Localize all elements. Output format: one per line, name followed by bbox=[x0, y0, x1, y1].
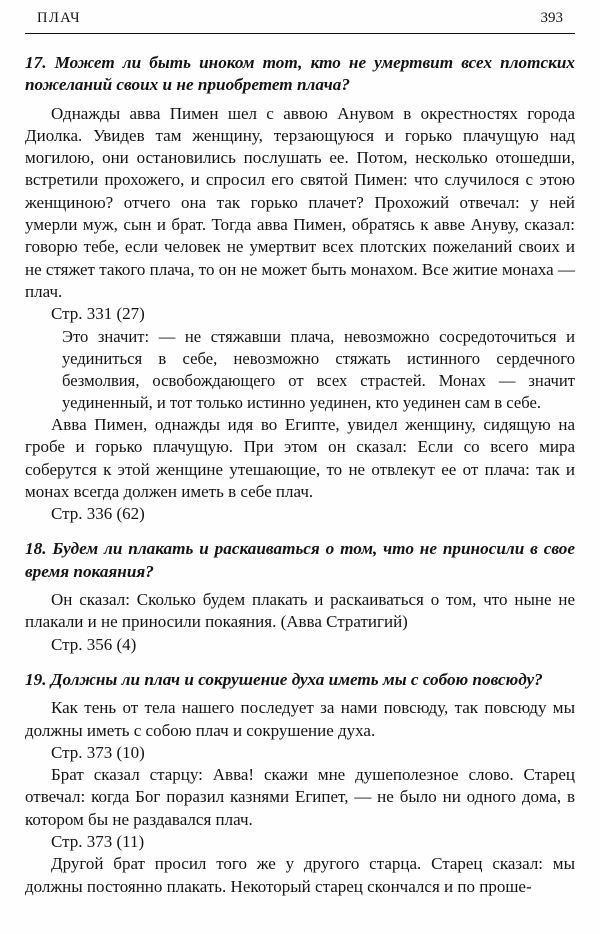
paragraph: Он сказал: Сколько будем плакать и раскаиваться о том, что ныне не плакали и не приносили покаяния. (Авва Стратигий) bbox=[25, 590, 575, 632]
question-heading-17: 17. Может ли быть иноком тот, кто не умертвит всех плотских пожеланий своих и не приобретет плача? bbox=[25, 53, 575, 95]
page-header bbox=[25, 8, 575, 34]
page-reference: Стр. 336 (62) bbox=[51, 504, 145, 524]
paragraph: Как тень от тела нашего последует за нами повсюду, так повсюду мы должны иметь с собою плач и сокрушение духа. bbox=[25, 698, 575, 740]
question-heading-19: 19. Должны ли плач и сокрушение духа иметь мы с собою повсюду? bbox=[25, 669, 543, 689]
commentary-quote: Это значит: — не стяжавши плача, невозможно сосредоточиться и уединиться в себе, невозможно стяжать истинного сердечного безмолвия, освобождающего от всех страстей. Монах — значит уединенный, и тот только истинно уединен, кто уединен сам в себе. bbox=[62, 326, 575, 412]
page-reference: Стр. 373 (11) bbox=[51, 831, 145, 851]
question-heading-18: 18. Будем ли плакать и раскаиваться о том, что не приносили в свое время покаяния? bbox=[25, 539, 575, 581]
running-title: ПЛАЧ bbox=[37, 10, 81, 26]
page-reference: Стр. 356 (4) bbox=[51, 634, 137, 654]
page-reference: Стр. 373 (10) bbox=[51, 742, 145, 762]
paragraph: Однажды авва Пимен шел с аввою Анувом в окрестностях города Диолка. Увидев там женщину, терзающуюся и горько плачущую над могилою, они остановились послушать ее. Потом, несколько отошедши, встретили прохожего, и спросил его святой Пимен: что случилося с этою женщиною? отчего она так горько плачет? Прохожий отвечал: у ней умерли муж, сын и брат. Тогда авва Пимен, обратясь к авве Ануву, сказал: говорю тебе, если человек не умертвит всех плотских пожеланий своих и не стяжет такого плача, то он не может быть монахом. Все житие монаха — плач. bbox=[25, 103, 575, 301]
paragraph: Брат сказал старцу: Авва! скажи мне душеполезное слово. Старец отвечал: когда Бог поразил казнями Египет, — не было ни одного дома, в котором бы не раздавался плач. bbox=[25, 765, 575, 829]
paragraph: Авва Пимен, однажды идя во Египте, увидел женщину, сидящую на гробе и горько плачущую. При этом он сказал: Если со всего мира соберутся к этой женщине утешающие, то не отвлекут ее от плача: так и монах всегда должен иметь в себе плач. bbox=[25, 414, 575, 501]
page-number: 393 bbox=[540, 10, 563, 26]
page-content bbox=[25, 52, 575, 898]
page-reference: Стр. 331 (27) bbox=[51, 304, 145, 324]
paragraph: Другой брат просил того же у другого старца. Старец сказал: мы должны постоянно плакать. Некоторый старец скончался и по проше- bbox=[25, 854, 575, 896]
